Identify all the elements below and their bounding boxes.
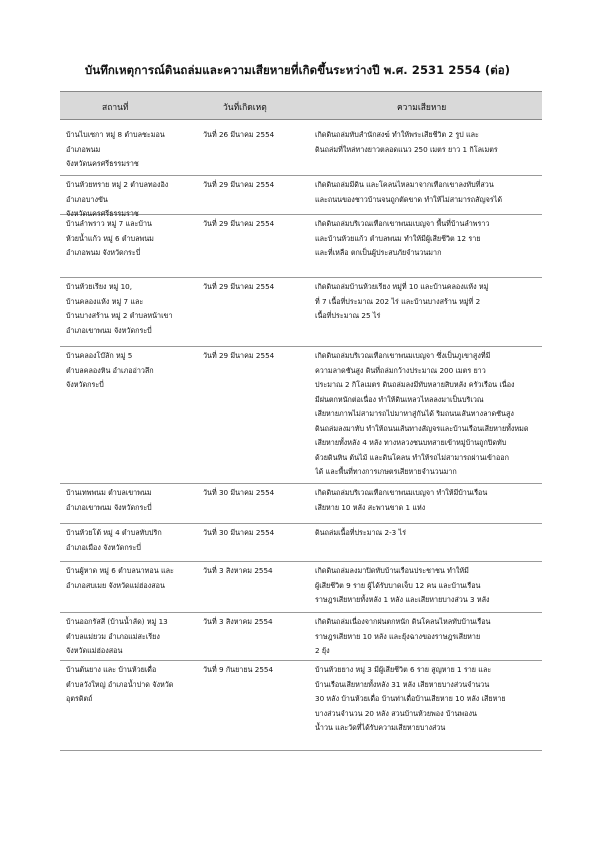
damage-cell-line: 30 หลัง บ้านห้วยเดื่อ บ้านท่าเดื่อบ้านเสียหาย 10 หลัง เสียหาย [315,694,506,703]
place-cell-line: บ้านบางสร้าน หมู่ 2 ตำบลหน้าเขา [66,311,173,320]
place-cell-line: ตำบลคลองหิน อำเภออ่าวลึก [66,365,154,375]
damage-cell-line: เสียหาย 10 หลัง สะพานขาด 1 แห่ง [315,502,426,512]
place-cell [66,217,196,261]
damage-cell-line: เกิดดินถล่มบริเวณเทือกเขาพนมเบญจา ซึ่งเป็นภูเขาสูงที่มี [315,351,491,360]
damage-cell-line: บางส่วนจำนวน 20 หลัง สวนบ้านห้วยพอง บ้านพองน [315,708,477,718]
damage-cell-line: บ้านเรือนเสียหายทั้งหลัง 31 หลัง เสียหายบางส่วนจำนวน [315,679,490,689]
date-cell [203,178,293,193]
damage-cell [315,217,539,261]
damage-cell-line: เกิดดินถล่มทับสำนักสงฆ์ ทำให้พระเสียชีวิต 2 รูป และ [315,130,479,139]
date-cell-line: วันที่ 3 สิงหาคม 2554 [203,617,273,626]
date-cell-line: วันที่ 29 มีนาคม 2554 [203,351,275,360]
date-cell [203,217,293,232]
damage-cell [315,128,539,157]
damage-cell-line: เกิดดินถล่มบริเวณเทือกเขาพนมเบญจา พื้นที่บ้านลำพราว [315,219,490,228]
table-row [60,175,542,218]
damage-cell-line: เกิดดินถล่มบ้านห้วยเรียง หมู่ที่ 10 และบ้านคลองแห้ง หมู่ [315,282,489,291]
place-cell-line: บ้านเทพพนม ตำบลเขาพนม [66,488,152,497]
damage-cell-line: เนื้อที่ประมาณ 25 ไร่ [315,311,381,320]
place-cell-line: อำเภอบางขัน [66,194,108,204]
place-cell [66,564,196,593]
header-damage: ความเสียหาย [397,103,447,113]
damage-cell-line: ดินถล่มลงมาทับ ทำให้ถนนเส้นทางสัญจรและบ้านเรือนเสียหายทั้งหมด [315,423,529,433]
place-cell-line: บ้านห้วยโต้ หมู่ 4 ตำบลทับปริก [66,528,162,537]
damage-cell [315,663,539,736]
damage-cell-line: ราษฎรเสียหายทั้งหลัง 1 หลัง และเสียหายบางส่วน 3 หลัง [315,595,490,604]
place-cell [66,486,196,515]
place-cell-line: จังหวัดนครศรีธรรมราช [66,159,139,168]
damage-cell-line: ประมาณ 2 กิโลเมตร ดินถล่มลงมีทับหลายสิบหลัง ครัวเรือน เนื่อง [315,380,515,389]
place-cell-line: ห้วยน้ำแก้ว หมู่ 6 ตำบลพนม [66,233,154,243]
damage-cell-line: บ้านห้วยยาง หมู่ 3 มีผู้เสียชีวิต 6 ราย สูญหาย 1 ราย และ [315,665,492,674]
place-cell-line: จังหวัดกระบี่ [66,380,104,389]
place-cell [66,663,196,707]
date-cell-line: วันที่ 29 มีนาคม 2554 [203,180,275,189]
page-title: บันทึกเหตุการณ์ดินถล่มและความเสียหายที่เกิดขึ้นระหว่างปี พ.ศ. 2531 2554 (ต่อ) [84,63,511,77]
damage-cell-line: น้ำวน และวัดที่ได้รับความเสียหายบางส่วน [315,723,446,732]
date-cell-line: วันที่ 30 มีนาคม 2554 [203,528,275,537]
damage-cell [315,280,539,324]
date-cell-line: วันที่ 29 มีนาคม 2554 [203,282,275,291]
table-header [60,91,542,120]
place-cell-line: บ้านต้นยาง และ บ้านห้วยเดื่อ [66,665,157,674]
date-cell [203,349,293,364]
table-row [60,612,542,661]
place-cell-line: อำเภอเขาพนม จังหวัดกระบี่ [66,502,152,512]
date-cell-line: วันที่ 29 มีนาคม 2554 [203,219,275,228]
table-row [60,346,542,484]
date-cell [203,663,293,678]
place-cell [66,128,196,172]
place-cell-line: บ้านคลองแห้ง หมู่ 7 และ [66,296,144,306]
damage-cell-line: ดินถล่มเนื้อที่ประมาณ 2-3 ไร่ [315,528,407,537]
damage-cell-line: มีฝนตกหนักต่อเนื่อง ทำให้ดินเหลวไหลลงมาเป็นบริเวณ [315,394,484,404]
date-cell-line: วันที่ 30 มีนาคม 2554 [203,488,275,497]
date-cell [203,526,293,541]
damage-cell-line: เกิดดินถล่มลงมาปิดทับบ้านเรือนประชาชน ทำให้มี [315,566,469,575]
table-row [60,214,542,278]
place-cell [66,615,196,659]
damage-cell-line: เกิดดินถล่มบริเวณเทือกเขาพนมเบญจา ทำให้มีบ้านเรือน [315,488,488,497]
damage-cell-line: ผู้เสียชีวิต 9 ราย ผู้ได้รับบาดเจ็บ 12 คน และบ้านเรือน [315,580,481,590]
table-row [60,523,542,562]
date-cell-line: วันที่ 3 สิงหาคม 2554 [203,566,273,575]
place-cell-line: บ้านห้วยเรียง หมู่ 10, [66,282,133,291]
date-cell [203,486,293,501]
place-cell-line: อำเภอเมือง จังหวัดกระบี่ [66,542,141,552]
damage-cell-line: และที่เหลือ ตกเป็นผู้ประสบภัยจำนวนมาก [315,248,442,257]
place-cell [66,280,196,338]
place-cell-line: บ้านลำพราว หมู่ 7 และบ้าน [66,219,152,228]
damage-cell-line: ราษฎรเสียหาย 10 หลัง และยุ้งฉางของราษฎรเสียหาย [315,631,481,641]
damage-cell-line: ที่ 7 เนื้อที่ประมาณ 202 ไร่ และบ้านบางสร้าน หมู่ที่ 2 [315,296,481,306]
place-cell-line: อำเภอเขาพนม จังหวัดกระบี่ [66,325,152,335]
date-cell [203,128,293,143]
date-cell-line: วันที่ 9 กันยายน 2554 [203,665,274,674]
damage-cell [315,615,539,659]
damage-cell-line: ดินถล่มที่ใหล่ทางยาวตลอดแนว 250 เมตร ยาว 1 กิโลเมตร [315,144,498,154]
damage-cell [315,349,539,480]
place-cell-line: อำเภอสบเมย จังหวัดแม่ฮ่องสอน [66,580,165,590]
place-cell-line: จังหวัดนครศรีธรรมราช [66,209,139,218]
place-cell [66,349,196,393]
place-cell-line: อุตรดิตถ์ [66,694,93,703]
table-row [60,125,542,176]
date-cell-line: วันที่ 26 มีนาคม 2554 [203,130,275,139]
date-cell [203,564,293,579]
damage-cell [315,486,539,515]
header-date: วันที่เกิดเหตุ [223,103,267,113]
place-cell-line: บ้านห้วยทราย หมู่ 2 ตำบลทองอิง [66,180,169,189]
damage-cell [315,178,539,207]
place-cell-line: บ้านไบเซกา หมู่ 8 ตำบลชะมอน [66,130,165,139]
damage-cell-line: เสียหายทั้งหลัง 4 หลัง ทางหลวงชนบทสายเข้าหมู่บ้านถูกปิดทับ [315,438,507,447]
landslide-table [60,91,542,732]
damage-cell-line: ความลาดชันสูง ดินที่ถล่มกว้างประมาณ 200 เมตร ยาว [315,365,486,375]
table-row [60,483,542,524]
damage-cell [315,564,539,608]
table-row [60,660,542,751]
place-cell-line: บ้านออกรัสสี (บ้านน้ำลัด) หมู่ 13 [66,617,168,626]
damage-cell-line: เสียหายภาพไม่สามารถไปมาหาสู่กันได้ ริมถนนเส้นทางลาดชันสูง [315,409,514,418]
place-cell-line: ตำบลวังใหญ่ อำเภอน้ำปาด จังหวัด [66,679,174,689]
date-cell [203,280,293,295]
damage-cell-line: และบ้านห้วยแก้ว ตำบลพนม ทำให้มีผู้เสียชีวิต 12 ราย [315,233,481,243]
place-cell-line: อำเภอพนม [66,144,101,154]
damage-cell-line: ได้ และพื้นที่ทางการเกษตรเสียหายจำนวนมาก [315,467,457,476]
date-cell [203,615,293,630]
damage-cell-line: ด้วยดินหิน ต้นไม้ และดินโคลน ทำให้รถไม่สามารถผ่านเข้าออก [315,452,509,462]
place-cell [66,526,196,555]
table-row [60,277,542,347]
place-cell-line: บ้านผู้หาด หมู่ 6 ตำบลนาทอน และ [66,566,174,575]
table-row [60,561,542,613]
header-place: สถานที่ [102,103,129,113]
place-cell-line: อำเภอพนม จังหวัดกระบี่ [66,248,141,257]
damage-cell-line: เกิดดินถล่มมีดิน และโคลนไหลมาจากเทือกเขาลงทับที่สวน [315,180,494,189]
damage-cell [315,526,539,541]
damage-cell-line: เกิดดินถล่มเนื่องจากฝนตกหนัก ดินโคลนไหลทับบ้านเรือน [315,617,491,626]
damage-cell-line: และถนนของชาวบ้านจนถูกตัดขาด ทำให้ไม่สามารถสัญจรได้ [315,194,502,204]
place-cell-line: บ้านคลองโบ๊ลัก หมู่ 5 [66,351,133,360]
place-cell-line: ตำบลแม่ยวม อำเภอแม่สะเรียง [66,631,160,641]
place-cell-line: จังหวัดแม่ฮ่องสอน [66,646,123,655]
damage-cell-line: 2 ยุ้ง [315,646,330,655]
